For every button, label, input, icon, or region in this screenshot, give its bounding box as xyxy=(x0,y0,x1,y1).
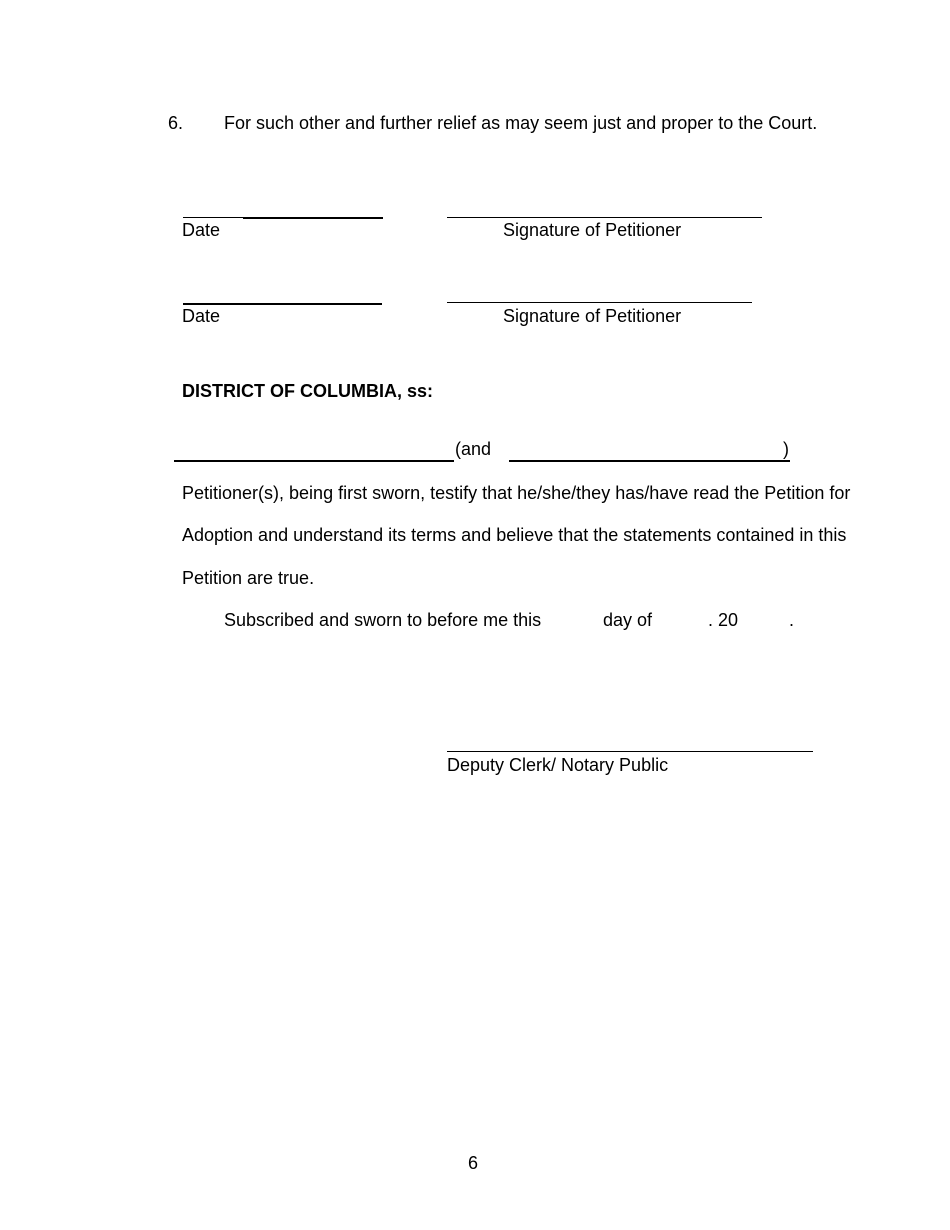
year-prefix: . 20 xyxy=(708,610,739,630)
signature-label-2: Signature of Petitioner xyxy=(503,306,682,326)
notary-label: Deputy Clerk/ Notary Public xyxy=(447,755,669,775)
and-text: (and xyxy=(455,439,492,459)
jurisdiction-heading: DISTRICT OF COLUMBIA, ss: xyxy=(182,381,433,401)
notary-signature-line[interactable] xyxy=(447,751,813,752)
oath-line-2: Adoption and understand its terms and believe that the statements contained in this xyxy=(182,525,847,545)
date-line-1-thick xyxy=(243,217,383,219)
oath-line-3: Petition are true. xyxy=(182,568,315,588)
date-label-1: Date xyxy=(182,220,221,240)
item-number: 6. xyxy=(168,113,184,133)
petitioner-name-line-1[interactable] xyxy=(174,460,454,462)
subscribed-text: Subscribed and sworn to before me this xyxy=(224,610,542,630)
date-line-1[interactable] xyxy=(183,217,243,218)
page-number: 6 xyxy=(468,1153,479,1173)
signature-line-1[interactable] xyxy=(447,217,762,218)
day-of-text: day of xyxy=(603,610,653,630)
close-paren: ) xyxy=(783,439,789,459)
oath-line-1: Petitioner(s), being first sworn, testify that he/she/they has/have read the Petition for xyxy=(182,483,851,503)
petitioner-name-line-2[interactable] xyxy=(509,460,790,462)
subscribed-period: . xyxy=(789,610,795,630)
signature-line-2[interactable] xyxy=(447,302,752,303)
date-label-2: Date xyxy=(182,306,221,326)
signature-label-1: Signature of Petitioner xyxy=(503,220,682,240)
item-text: For such other and further relief as may seem just and proper to the Court. xyxy=(224,113,818,133)
